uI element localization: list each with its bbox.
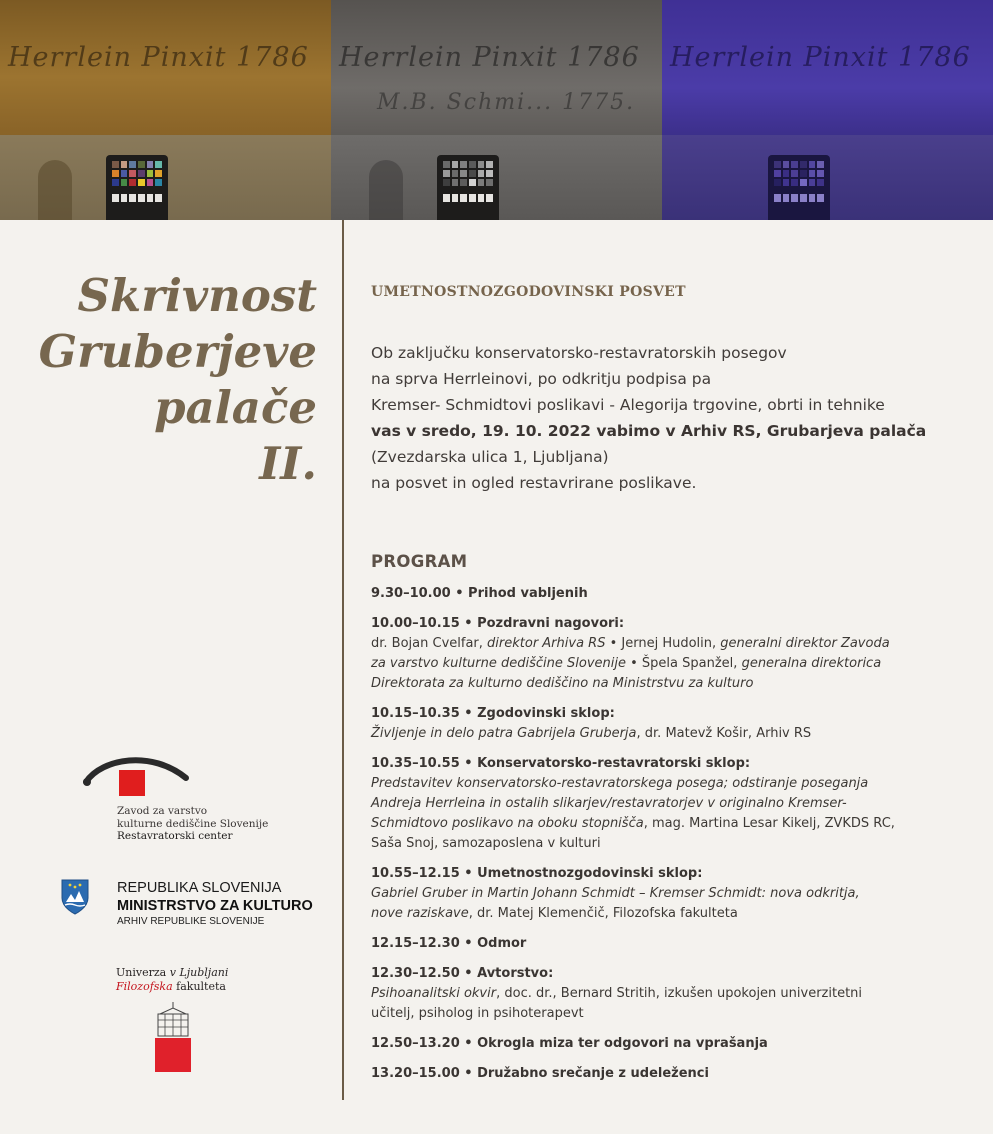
desc-text: generalni direktor Zavoda bbox=[720, 636, 890, 651]
program-item-time: 10.00–10.15 • Pozdravni nagovori: bbox=[371, 616, 625, 631]
photo-grayscale bbox=[331, 0, 662, 220]
program-item-desc bbox=[371, 654, 971, 674]
faculty-text: Filozofska bbox=[116, 980, 173, 993]
program-item-time: 10.55–12.15 • Umetnostnozgodovinski sklop: bbox=[371, 866, 703, 881]
intro-line: Kremser- Schmidtovi poslikavi - Alegorija trgovine, obrti in tehnike bbox=[371, 396, 885, 414]
title-line: Skrivnost bbox=[77, 269, 317, 322]
desc-text: dr. Bojan Cvelfar, bbox=[371, 636, 488, 651]
program-item bbox=[371, 864, 971, 924]
coat-of-arms-icon bbox=[60, 878, 90, 916]
zvkds-logo bbox=[82, 746, 282, 841]
arch-shape bbox=[38, 160, 72, 220]
arch-shape bbox=[369, 160, 403, 220]
program-item-desc bbox=[371, 794, 971, 814]
university-name bbox=[116, 966, 228, 979]
program-item-time: 10.15–10.35 • Zgodovinski sklop: bbox=[371, 706, 615, 721]
zvkds-logo-text bbox=[117, 805, 268, 843]
desc-text: , dr. Matej Klemenčič, Filozofska fakulteta bbox=[468, 906, 738, 921]
desc-text: Schmidtovo poslikavo na oboku stopnišča bbox=[371, 816, 644, 831]
signature-second-line: M.B. Schmi... 1775. bbox=[377, 90, 636, 115]
logo-line: kulturne dediščine Slovenije bbox=[117, 817, 269, 830]
faculty-text: fakulteta bbox=[172, 980, 226, 993]
photo-original-color bbox=[0, 0, 331, 220]
program-item bbox=[371, 1064, 971, 1084]
header-photo-strip bbox=[0, 0, 993, 220]
desc-text: , dr. Matevž Košir, Arhiv RS bbox=[636, 726, 812, 741]
program-item bbox=[371, 934, 971, 954]
color-checker-card bbox=[768, 155, 830, 220]
program-heading: PROGRAM bbox=[371, 552, 468, 571]
color-checker-card bbox=[437, 155, 499, 220]
title-line: II. bbox=[259, 437, 317, 490]
program-item-time: 10.35–10.55 • Konservatorsko-restavratorski sklop: bbox=[371, 756, 751, 771]
desc-text: Gabriel Gruber in Martin Johann Schmidt – Kremser Schmidt: nova odkritja, bbox=[371, 886, 860, 901]
symposium-label: UMETNOSTNOZGODOVINSKI POSVET bbox=[371, 284, 686, 300]
university-logo bbox=[116, 966, 256, 1078]
desc-text: Direktorata za kulturno dediščino na Ministrstvu za kulturo bbox=[371, 676, 754, 691]
intro-line: Ob zaključku konservatorsko-restavratorskih posegov bbox=[371, 344, 787, 362]
intro-line: na posvet in ogled restavrirane poslikave. bbox=[371, 474, 697, 492]
program-item-time: 12.30–12.50 • Avtorstvo: bbox=[371, 966, 554, 981]
program-item-desc bbox=[371, 674, 971, 694]
program-item-desc bbox=[371, 634, 971, 654]
color-checker-card bbox=[106, 155, 168, 220]
program-item-desc bbox=[371, 724, 971, 744]
ministry-line: ARHIV REPUBLIKE SLOVENIJE bbox=[117, 916, 265, 927]
intro-line: na sprva Herrleinovi, po odkritju podpisa pa bbox=[371, 370, 712, 388]
desc-text: Življenje in delo patra Gabrijela Gruberja bbox=[371, 726, 637, 741]
desc-text: , doc. dr., Bernard Stritih, izkušen upokojen univerzitetni bbox=[496, 986, 863, 1001]
logo-line: Zavod za varstvo bbox=[117, 805, 208, 817]
university-text: v bbox=[169, 966, 180, 979]
title-line: Gruberjeve bbox=[38, 325, 317, 378]
program-item bbox=[371, 754, 971, 854]
desc-text: • Špela Spanžel, bbox=[626, 656, 742, 671]
faculty-building-icon bbox=[154, 1000, 192, 1074]
university-text: Univerza bbox=[116, 966, 170, 979]
program-item-time: 9.30–10.00 • Prihod vabljenih bbox=[371, 586, 588, 601]
desc-text: Predstavitev konservatorsko-restavratorskega posega; odstiranje poseganja bbox=[371, 776, 869, 791]
event-title bbox=[0, 268, 317, 492]
ministry-line: REPUBLIKA SLOVENIJA bbox=[117, 880, 282, 896]
red-square-icon bbox=[119, 770, 145, 796]
desc-text: , mag. Martina Lesar Kikelj, ZVKDS RC, bbox=[643, 816, 895, 831]
program-item bbox=[371, 584, 971, 604]
signature-text: Herrlein Pinxit 1786 bbox=[670, 42, 971, 73]
program-item-desc: učitelj, psiholog in psihoterapevt bbox=[371, 1006, 584, 1021]
desc-text: Andreja Herrleina in ostalih slikarjev/restavratorjev v originalno Kremser- bbox=[371, 796, 847, 811]
program-item-time: 12.15–12.30 • Odmor bbox=[371, 936, 527, 951]
university-text: Ljubljani bbox=[179, 966, 229, 979]
ministry-line: MINISTRSTVO ZA KULTURO bbox=[117, 898, 313, 914]
photo-ultraviolet bbox=[662, 0, 993, 220]
title-line: palače bbox=[154, 381, 317, 434]
logo-line: Restavratorski center bbox=[117, 830, 233, 842]
intro-line-emphasis: vas v sredo, 19. 10. 2022 vabimo v Arhiv RS, Grubarjeva palača bbox=[371, 422, 927, 440]
intro-line: (Zvezdarska ulica 1, Ljubljana) bbox=[371, 448, 609, 466]
program-item-desc bbox=[371, 814, 971, 834]
signature-text: Herrlein Pinxit 1786 bbox=[8, 42, 309, 73]
desc-text: • Jernej Hudolin, bbox=[605, 636, 721, 651]
program-item-desc: Saša Snoj, samozaposlena v kulturi bbox=[371, 836, 601, 851]
faculty-name bbox=[116, 980, 226, 993]
program-item bbox=[371, 614, 971, 694]
desc-text: direktor Arhiva RS bbox=[487, 636, 606, 651]
program-item-time: 13.20–15.00 • Družabno srečanje z udeleženci bbox=[371, 1066, 709, 1081]
program-item bbox=[371, 1034, 971, 1054]
program-item bbox=[371, 964, 971, 1024]
program-item-desc bbox=[371, 904, 971, 924]
program-item-desc bbox=[371, 884, 971, 904]
program-item-desc bbox=[371, 774, 971, 794]
desc-text: nove raziskave bbox=[371, 906, 469, 921]
program-item-desc bbox=[371, 984, 971, 1004]
desc-text: za varstvo kulturne dediščine Slovenije bbox=[371, 656, 626, 671]
program-list bbox=[371, 584, 971, 1094]
program-item bbox=[371, 704, 971, 744]
desc-text: Psihoanalitski okvir bbox=[371, 986, 497, 1001]
signature-text: Herrlein Pinxit 1786 bbox=[339, 42, 640, 73]
program-item-time: 12.50–13.20 • Okrogla miza ter odgovori na vprašanja bbox=[371, 1036, 768, 1051]
invitation-text bbox=[371, 284, 971, 496]
column-divider bbox=[342, 220, 344, 1100]
desc-text: generalna direktorica bbox=[741, 656, 882, 671]
ministry-logo bbox=[60, 878, 320, 930]
intro-paragraph bbox=[371, 340, 971, 496]
